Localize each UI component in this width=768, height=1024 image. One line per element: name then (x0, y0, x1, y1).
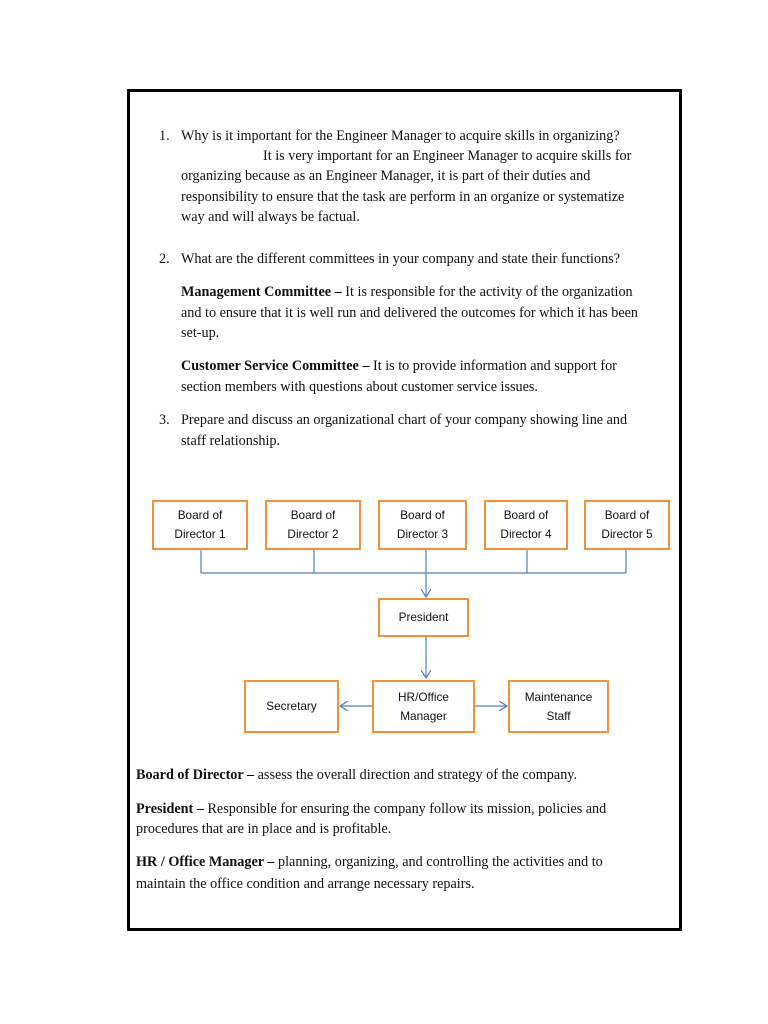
question-2-number: 2. (159, 251, 170, 267)
answer-1-line-1: It is very important for an Engineer Manager to acquire skills for (263, 148, 632, 164)
management-committee-line-3: set-up. (181, 325, 220, 341)
question-1-number: 1. (159, 128, 170, 144)
definition-hr-line-1: HR / Office Manager – planning, organizing, and controlling the activities and to (136, 854, 603, 870)
customer-service-committee-line-1: Customer Service Committee – It is to provide information and support for (181, 358, 617, 374)
president-label: President (398, 610, 449, 624)
board-1-line-2: Director 1 (174, 527, 226, 541)
definition-board-line-1: Board of Director – assess the overall direction and strategy of the company. (136, 767, 578, 783)
management-committee-line-1: Management Committee – It is responsible for the activity of the organization (181, 284, 633, 300)
management-committee-line-2: and to ensure that it is well run and delivered the outcomes for which it has been (181, 305, 639, 321)
hr-line-1: HR/Office (398, 689, 449, 704)
board-1-line-1: Board of (177, 508, 223, 522)
secretary-box (244, 680, 339, 733)
maintenance-line-2: Staff (546, 708, 571, 723)
question-3-line-2: staff relationship. (181, 433, 281, 449)
question-3-number: 3. (159, 412, 170, 428)
president-box (378, 598, 469, 637)
answer-1-line-2: organizing because as an Engineer Manager, it is part of their duties and (181, 168, 591, 184)
question-3-line-1: Prepare and discuss an organizational chart of your company showing line and (181, 412, 628, 428)
definition-president-line-2: procedures that are in place and is profitable. (136, 821, 392, 837)
maintenance-line-1: Maintenance (524, 689, 593, 704)
board-of-director-2-box (265, 500, 361, 550)
hr-line-2: Manager (400, 708, 447, 723)
definition-president-line-1: President – Responsible for ensuring the company follow its mission, policies and (136, 801, 607, 817)
definition-hr-term: HR / Office Manager – (136, 854, 275, 870)
answer-1-line-4: way and will always be factual. (181, 209, 360, 225)
board-4-line-1: Board of (503, 508, 549, 522)
definition-hr-line-2: maintain the office condition and arrange necessary repairs. (136, 876, 475, 892)
board-2-line-2: Director 2 (287, 527, 339, 541)
board-of-director-3-box (378, 500, 467, 550)
answer-1-line-3: responsibility to ensure that the task are perform in an organize or systematize (181, 189, 625, 205)
board-5-line-1: Board of (604, 508, 650, 522)
board-2-line-1: Board of (290, 508, 336, 522)
question-2-text: What are the different committees in your company and state their functions? (181, 251, 621, 267)
definition-president-term: President – (136, 801, 204, 817)
board-4-line-2: Director 4 (500, 527, 552, 541)
board-of-director-5-box (584, 500, 670, 550)
question-1-text: Why is it important for the Engineer Manager to acquire skills in organizing? (181, 128, 620, 144)
maintenance-staff-box (508, 680, 609, 733)
hr-office-manager-box (372, 680, 475, 733)
board-3-line-1: Board of (400, 508, 445, 522)
customer-service-committee-line-2: section members with questions about customer service issues. (181, 379, 538, 395)
secretary-label: Secretary (266, 699, 317, 713)
board-5-line-2: Director 5 (601, 527, 653, 541)
board-of-director-1-box (152, 500, 248, 550)
definition-board-term: Board of Director – (136, 767, 255, 783)
customer-service-committee-term: Customer Service Committee – (181, 358, 370, 374)
board-3-line-2: Director 3 (396, 527, 449, 541)
board-of-director-4-box (484, 500, 568, 550)
management-committee-term: Management Committee – (181, 284, 342, 300)
